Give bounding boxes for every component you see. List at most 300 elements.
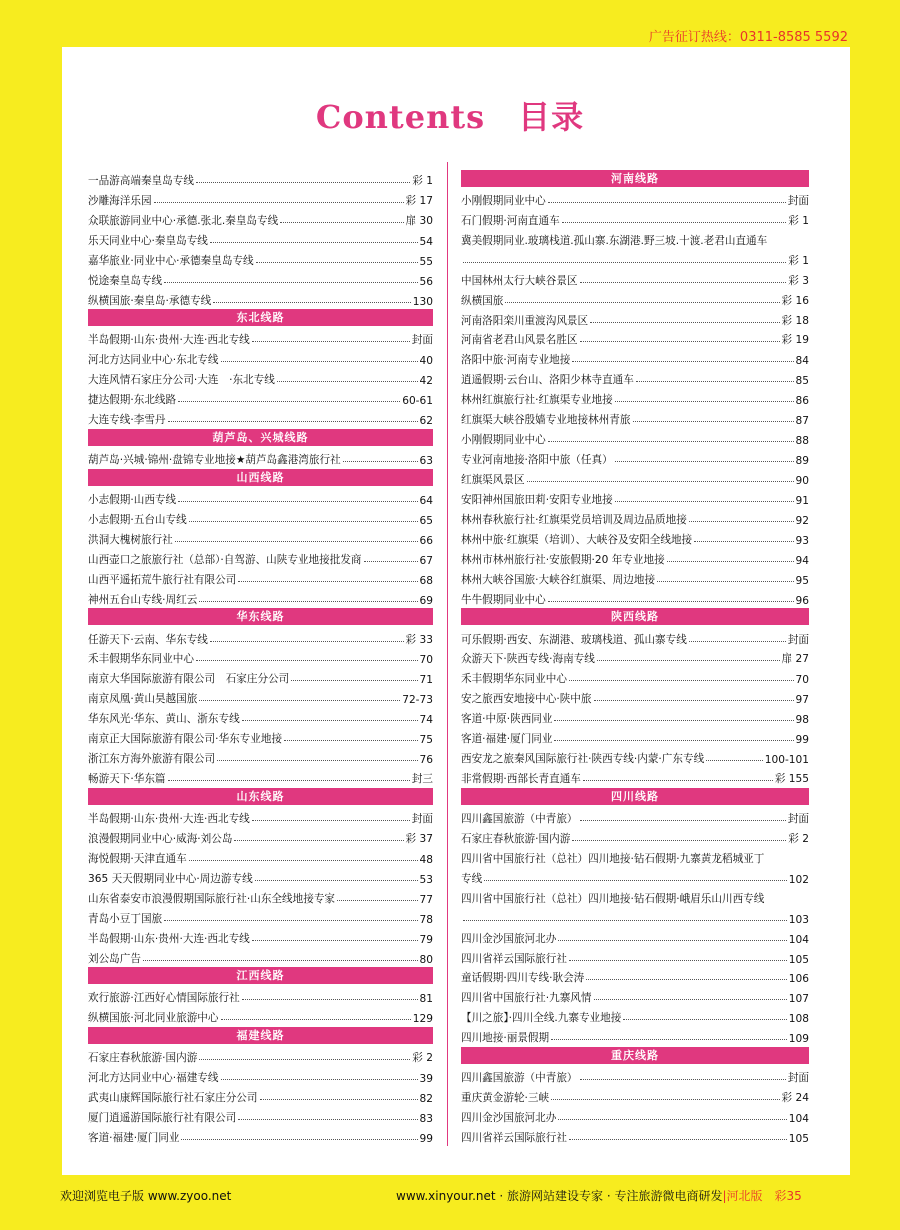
entry-title: 南京正大国际旅游有限公司·华东专业地接 bbox=[88, 733, 283, 746]
entry-page: 74 bbox=[419, 714, 433, 727]
leader-dots bbox=[260, 1099, 418, 1100]
entry-page: 68 bbox=[419, 574, 433, 587]
leader-dots bbox=[615, 461, 794, 462]
leader-dots bbox=[463, 262, 786, 263]
entry-title: 小志假期·山西专线 bbox=[88, 493, 177, 506]
toc-entry[interactable] bbox=[461, 726, 809, 746]
toc-entry[interactable] bbox=[88, 946, 433, 966]
entry-page: 77 bbox=[419, 893, 433, 906]
toc-entry[interactable] bbox=[88, 726, 433, 746]
entry-page: 88 bbox=[795, 435, 809, 448]
leader-dots bbox=[143, 960, 418, 961]
leader-dots bbox=[181, 1139, 417, 1140]
entry-title: 中国林州太行大峡谷景区 bbox=[461, 274, 578, 287]
toc-entry[interactable] bbox=[88, 886, 433, 906]
entry-title: 童话假期·四川专线·耿会涛 bbox=[461, 972, 585, 985]
entry-page: 78 bbox=[419, 913, 433, 926]
entry-page: 82 bbox=[419, 1093, 433, 1106]
leader-dots bbox=[154, 202, 404, 203]
leader-dots bbox=[548, 441, 794, 442]
entry-title: 可乐假期·西安、东湖港、玻璃栈道、孤山寨专线 bbox=[461, 633, 687, 646]
section-heading: 葫芦岛、兴城线路 bbox=[88, 429, 433, 446]
entry-title: 小刚假期同业中心 bbox=[461, 194, 546, 207]
entry-title: 山西壶口之旅旅行社（总部）·自驾游、山陕专业地接批发商 bbox=[88, 553, 362, 566]
entry-title: 西安龙之旅秦风国际旅行社·陕西专线·内蒙·广东专线 bbox=[461, 753, 705, 766]
entry-title: 石门假期·河南直通车 bbox=[461, 214, 560, 227]
entry-page: 105 bbox=[788, 953, 809, 966]
leader-dots bbox=[196, 182, 410, 183]
leader-dots bbox=[221, 1079, 418, 1080]
entry-title: 林州春秋旅行社·红旗渠党员培训及周边品质地接 bbox=[461, 513, 687, 526]
entry-page: 105 bbox=[788, 1132, 809, 1145]
toc-entry[interactable] bbox=[461, 766, 809, 786]
toc-entry[interactable] bbox=[461, 328, 809, 348]
leader-dots bbox=[238, 581, 417, 582]
section-heading: 四川线路 bbox=[461, 788, 809, 805]
toc-entry[interactable] bbox=[461, 427, 809, 447]
toc-entry[interactable] bbox=[461, 846, 809, 886]
entry-page: 108 bbox=[788, 1013, 809, 1026]
entry-title: 南京凤凰·黄山昊越国旅 bbox=[88, 693, 198, 706]
leader-dots bbox=[213, 302, 411, 303]
toc-entry[interactable] bbox=[88, 766, 433, 786]
entry-page: 81 bbox=[419, 993, 433, 1006]
toc-entry[interactable] bbox=[88, 647, 433, 667]
leader-dots bbox=[551, 1099, 779, 1100]
entry-page: 封面 bbox=[787, 1072, 809, 1085]
toc-entry[interactable] bbox=[88, 228, 433, 248]
toc-entry[interactable] bbox=[88, 1125, 433, 1145]
leader-dots bbox=[252, 341, 410, 342]
footer-left[interactable]: 欢迎浏览电子版 www.zyoo.net bbox=[60, 1189, 232, 1203]
entry-page: 83 bbox=[419, 1113, 433, 1125]
toc-entry[interactable] bbox=[461, 1025, 809, 1045]
footer-site[interactable]: www.xinyour.net · 旅游网站建设专家 · 专注旅游微电商研发 bbox=[396, 1189, 723, 1203]
entry-title: 沙雕海洋乐园 bbox=[88, 194, 152, 207]
leader-dots bbox=[548, 202, 786, 203]
leader-dots bbox=[580, 341, 780, 342]
entry-title: 南京大华国际旅游有限公司 石家庄分公司 bbox=[88, 673, 290, 686]
leader-dots bbox=[168, 780, 410, 781]
entry-page: 86 bbox=[795, 395, 809, 408]
leader-dots bbox=[364, 561, 418, 562]
leader-dots bbox=[554, 720, 793, 721]
leader-dots bbox=[343, 461, 418, 462]
entry-page: 扉 30 bbox=[405, 214, 433, 227]
leader-dots bbox=[554, 740, 793, 741]
toc-entry[interactable] bbox=[461, 527, 809, 547]
entry-page: 92 bbox=[795, 514, 809, 527]
toc-entry[interactable] bbox=[88, 846, 433, 866]
toc-left-column bbox=[88, 168, 433, 1145]
toc-entry[interactable] bbox=[88, 347, 433, 367]
entry-page: 95 bbox=[795, 574, 809, 587]
leader-dots bbox=[572, 840, 786, 841]
entry-title: 客道·福建·厦门同业 bbox=[461, 733, 553, 746]
section-heading: 河南线路 bbox=[461, 170, 809, 187]
toc-entry[interactable] bbox=[461, 268, 809, 288]
toc-entry[interactable] bbox=[461, 886, 809, 926]
entry-page: 97 bbox=[795, 694, 809, 707]
leader-dots bbox=[667, 561, 794, 562]
leader-dots bbox=[217, 760, 417, 761]
entry-title: 安之旅西安地接中心·陕中旅 bbox=[461, 693, 592, 706]
footer-edition: |河北版 bbox=[722, 1189, 763, 1203]
entry-page: 封面 bbox=[411, 812, 433, 825]
entry-page: 55 bbox=[419, 255, 433, 268]
toc-entry[interactable] bbox=[461, 567, 809, 587]
toc-entry[interactable] bbox=[88, 627, 433, 647]
entry-title: 神州五台山专线·周红云 bbox=[88, 593, 198, 606]
entry-title: 山西平遥拓荒牛旅行社有限公司 bbox=[88, 573, 237, 586]
toc-entry[interactable] bbox=[88, 268, 433, 288]
toc-entry[interactable] bbox=[88, 188, 433, 208]
toc-entry[interactable] bbox=[88, 826, 433, 846]
entry-title: 红旗渠风景区 bbox=[461, 474, 525, 487]
entry-title: 捷达假期·东北线路 bbox=[88, 394, 177, 407]
toc-entry[interactable] bbox=[88, 487, 433, 507]
entry-page: 彩 1 bbox=[788, 214, 809, 227]
toc-entry[interactable] bbox=[461, 587, 809, 607]
toc-entry[interactable] bbox=[461, 547, 809, 567]
toc-entry[interactable] bbox=[461, 1085, 809, 1105]
toc-entry[interactable] bbox=[461, 806, 809, 826]
entry-page: 60-61 bbox=[402, 395, 433, 408]
leader-dots bbox=[594, 700, 794, 701]
entry-page: 扉 27 bbox=[781, 653, 809, 666]
entry-page: 100-101 bbox=[764, 754, 809, 767]
leader-dots bbox=[505, 302, 779, 303]
leader-dots bbox=[189, 860, 418, 861]
leader-dots bbox=[594, 999, 787, 1000]
section-heading: 重庆线路 bbox=[461, 1047, 809, 1064]
toc-entry[interactable] bbox=[461, 627, 809, 647]
entry-page: 彩 3 bbox=[788, 274, 809, 287]
entry-title: 纵横国旅·秦皇岛·承德专线 bbox=[88, 294, 212, 307]
entry-title: 非常假期·西部长青直通车 bbox=[461, 773, 581, 786]
entry-title: 四川省祥云国际旅行社 bbox=[461, 952, 567, 965]
section-heading: 华东线路 bbox=[88, 608, 433, 625]
toc-entry[interactable] bbox=[88, 1105, 433, 1125]
toc-entry[interactable] bbox=[88, 806, 433, 826]
toc-entry[interactable] bbox=[461, 208, 809, 228]
toc-entry[interactable] bbox=[461, 826, 809, 846]
entry-page: 66 bbox=[419, 534, 433, 547]
entry-title: 365 天天假期同业中心·周边游专线 bbox=[88, 872, 253, 885]
entry-page: 104 bbox=[788, 1113, 809, 1126]
leader-dots bbox=[463, 920, 787, 921]
toc-entry[interactable] bbox=[461, 507, 809, 527]
leader-dots bbox=[175, 541, 418, 542]
toc-entry[interactable] bbox=[461, 1105, 809, 1125]
section-heading: 山西线路 bbox=[88, 469, 433, 486]
entry-page: 42 bbox=[419, 375, 433, 388]
entry-page: 91 bbox=[795, 494, 809, 507]
section-heading: 江西线路 bbox=[88, 967, 433, 984]
toc-entry[interactable] bbox=[88, 447, 433, 467]
leader-dots bbox=[196, 660, 418, 661]
toc-entry[interactable] bbox=[88, 1005, 433, 1025]
toc-entry[interactable] bbox=[88, 367, 433, 387]
leader-dots bbox=[221, 361, 418, 362]
entry-page: 封三 bbox=[411, 773, 433, 786]
entry-title: 半岛假期·山东·贵州·大连·西北专线 bbox=[88, 812, 250, 825]
toc-entry[interactable] bbox=[461, 367, 809, 387]
entry-page: 89 bbox=[795, 455, 809, 468]
entry-title: 畅游天下·华东篇 bbox=[88, 773, 166, 786]
entry-title: 大连风情石家庄分公司·大连 ·东北专线 bbox=[88, 374, 275, 387]
leader-dots bbox=[569, 680, 794, 681]
section-heading: 福建线路 bbox=[88, 1027, 433, 1044]
entry-title: 山东省泰安市浪漫假期国际旅行社·山东全线地接专家 bbox=[88, 892, 336, 905]
leader-dots bbox=[256, 262, 418, 263]
leader-dots bbox=[572, 361, 793, 362]
toc-entry[interactable] bbox=[88, 248, 433, 268]
entry-title: 客道·中原·陕西同业 bbox=[461, 713, 553, 726]
toc-right-column bbox=[461, 168, 809, 1145]
entry-title: 浙江东方海外旅游有限公司 bbox=[88, 753, 216, 766]
section-heading: 东北线路 bbox=[88, 309, 433, 326]
toc-entry[interactable] bbox=[461, 966, 809, 986]
entry-page: 71 bbox=[419, 674, 433, 687]
leader-dots bbox=[586, 979, 787, 980]
entry-title: 【川之旅】·四川全线.九寨专业地接 bbox=[461, 1012, 622, 1025]
leader-dots bbox=[657, 581, 793, 582]
toc-entry[interactable] bbox=[461, 188, 809, 208]
entry-page: 彩 1 bbox=[412, 174, 433, 187]
entry-page: 102 bbox=[788, 873, 809, 886]
toc-entry[interactable] bbox=[461, 746, 809, 766]
entry-title: 四川地接·丽景假期 bbox=[461, 1032, 550, 1045]
leader-dots bbox=[199, 601, 417, 602]
leader-dots bbox=[199, 700, 400, 701]
leader-dots bbox=[242, 720, 418, 721]
entry-page: 99 bbox=[419, 1132, 433, 1145]
entry-title: 葫芦岛·兴城·锦州·盘锦专业地接★葫芦岛鑫港湾旅行社 bbox=[88, 454, 341, 467]
leader-dots bbox=[178, 501, 417, 502]
toc-entry[interactable] bbox=[88, 288, 433, 308]
toc-entry[interactable] bbox=[461, 686, 809, 706]
leader-dots bbox=[234, 840, 403, 841]
toc-entry[interactable] bbox=[461, 228, 809, 268]
entry-title: 纵横国旅·河北同业旅游中心 bbox=[88, 1012, 219, 1025]
entry-page: 109 bbox=[788, 1033, 809, 1046]
entry-page: 93 bbox=[795, 534, 809, 547]
entry-page: 彩 17 bbox=[405, 194, 433, 207]
entry-page: 彩 33 bbox=[405, 633, 433, 646]
entry-page: 70 bbox=[795, 674, 809, 687]
entry-page: 70 bbox=[419, 654, 433, 667]
entry-title: 林州大峡谷国旅·大峡谷红旗渠、周边地接 bbox=[461, 573, 656, 586]
entry-title: 四川省中国旅行社·九寨风情 bbox=[461, 992, 592, 1005]
toc-entry[interactable] bbox=[88, 547, 433, 567]
entry-title: 华东风光·华东、黄山、浙东专线 bbox=[88, 713, 240, 726]
leader-dots bbox=[168, 421, 418, 422]
leader-dots bbox=[337, 900, 417, 901]
toc-entry[interactable] bbox=[88, 507, 433, 527]
leader-dots bbox=[210, 641, 404, 642]
toc-entry[interactable] bbox=[461, 926, 809, 946]
toc-entry[interactable] bbox=[88, 1085, 433, 1105]
leader-dots bbox=[583, 780, 773, 781]
entry-title: 任游天下·云南、华东专线 bbox=[88, 633, 208, 646]
entry-title: 洪洞大槐树旅行社 bbox=[88, 533, 173, 546]
toc-entry[interactable] bbox=[88, 168, 433, 188]
toc-entry[interactable] bbox=[461, 706, 809, 726]
leader-dots bbox=[189, 521, 418, 522]
entry-page: 40 bbox=[419, 355, 433, 368]
leader-dots bbox=[580, 820, 786, 821]
toc-entry[interactable] bbox=[88, 387, 433, 407]
column-divider bbox=[447, 162, 448, 1146]
entry-title: 客道·福建·厦门同业 bbox=[88, 1131, 180, 1144]
entry-title: 大连专线·李雪丹 bbox=[88, 414, 166, 427]
leader-dots bbox=[615, 501, 794, 502]
entry-title: 石家庄春秋旅游·国内游 bbox=[461, 832, 571, 845]
entry-page: 53 bbox=[419, 873, 433, 886]
toc-entry[interactable] bbox=[461, 308, 809, 328]
leader-dots bbox=[558, 1119, 786, 1120]
toc-entry[interactable] bbox=[88, 527, 433, 547]
section-heading: 山东线路 bbox=[88, 788, 433, 805]
toc-entry[interactable] bbox=[88, 926, 433, 946]
entry-title: 四川省祥云国际旅行社 bbox=[461, 1131, 567, 1144]
toc-entry[interactable] bbox=[461, 1125, 809, 1145]
entry-page: 彩 155 bbox=[774, 773, 809, 786]
leader-dots bbox=[164, 282, 417, 283]
leader-dots bbox=[548, 601, 794, 602]
leader-dots bbox=[291, 680, 417, 681]
leader-dots bbox=[623, 1019, 786, 1020]
toc-entry[interactable] bbox=[461, 447, 809, 467]
toc-entry[interactable] bbox=[461, 647, 809, 667]
entry-title: 河北方达同业中心·福建专线 bbox=[88, 1072, 219, 1085]
toc-entry[interactable] bbox=[88, 587, 433, 607]
entry-title: 逍遥假期·云台山、洛阳少林寺直通车 bbox=[461, 374, 634, 387]
leader-dots bbox=[242, 999, 418, 1000]
leader-dots bbox=[633, 421, 794, 422]
entry-title: 林州中旅·红旗渠（培训）、大峡谷及安阳全线地接 bbox=[461, 533, 693, 546]
toc-entry[interactable] bbox=[88, 1045, 433, 1065]
toc-entry[interactable] bbox=[461, 487, 809, 507]
toc-entry[interactable] bbox=[88, 686, 433, 706]
entry-title: 林州市林州旅行社·安旅假期·20 年专业地接 bbox=[461, 553, 665, 566]
entry-page: 39 bbox=[419, 1073, 433, 1086]
toc-entry[interactable] bbox=[461, 1005, 809, 1025]
entry-page: 76 bbox=[419, 754, 433, 767]
toc-entry[interactable] bbox=[88, 985, 433, 1005]
entry-title: 欢行旅游·江西好心情国际旅行社 bbox=[88, 992, 240, 1005]
leader-dots bbox=[580, 282, 787, 283]
entry-title: 河南省老君山风景名胜区 bbox=[461, 334, 578, 347]
toc-entry[interactable] bbox=[88, 866, 433, 886]
leader-dots bbox=[558, 940, 786, 941]
entry-page: 彩 2 bbox=[788, 832, 809, 845]
footer-right bbox=[396, 1187, 802, 1204]
entry-title: 牛牛假期同业中心 bbox=[461, 593, 546, 606]
entry-page: 彩 2 bbox=[412, 1052, 433, 1065]
entry-page: 94 bbox=[795, 554, 809, 567]
entry-page: 彩 24 bbox=[781, 1092, 809, 1105]
entry-title: 四川省中国旅行社（总社）四川地接·钻石假期·九寨黄龙稻城亚丁 bbox=[461, 852, 765, 865]
leader-dots bbox=[590, 322, 779, 323]
toc-entry[interactable] bbox=[88, 906, 433, 926]
entry-title: 四川鑫国旅游（中青旅） bbox=[461, 1072, 578, 1085]
entry-title: 河北方达同业中心·东北专线 bbox=[88, 354, 219, 367]
toc-entry[interactable] bbox=[461, 467, 809, 487]
leader-dots bbox=[210, 242, 418, 243]
entry-page: 129 bbox=[412, 1013, 433, 1026]
leader-dots bbox=[255, 880, 418, 881]
toc-entry[interactable] bbox=[88, 746, 433, 766]
leader-dots bbox=[706, 760, 763, 761]
entry-title: 安阳神州国旅田莉·安阳专业地接 bbox=[461, 493, 613, 506]
toc-entry[interactable] bbox=[461, 946, 809, 966]
entry-title: 重庆黄金游轮·三峡 bbox=[461, 1092, 550, 1105]
leader-dots bbox=[252, 820, 410, 821]
leader-dots bbox=[689, 521, 794, 522]
toc-entry[interactable] bbox=[461, 1065, 809, 1085]
entry-title: 河南洛阳栾川重渡沟风景区 bbox=[461, 314, 589, 327]
entry-page: 84 bbox=[795, 355, 809, 368]
entry-title: 刘公岛广告 bbox=[88, 952, 141, 965]
entry-page: 54 bbox=[419, 235, 433, 248]
entry-page: 62 bbox=[419, 415, 433, 428]
toc-entry[interactable] bbox=[461, 666, 809, 686]
entry-title: 小刚假期同业中心 bbox=[461, 434, 546, 447]
entry-page: 96 bbox=[795, 594, 809, 607]
toc-entry[interactable] bbox=[88, 666, 433, 686]
entry-page: 63 bbox=[419, 455, 433, 468]
entry-page: 48 bbox=[419, 853, 433, 866]
toc-entry[interactable] bbox=[88, 407, 433, 427]
entry-page: 75 bbox=[419, 734, 433, 747]
entry-title: 乐天同业中心·秦皇岛专线 bbox=[88, 234, 208, 247]
entry-page: 99 bbox=[795, 734, 809, 747]
leader-dots bbox=[636, 381, 794, 382]
toc-entry[interactable] bbox=[88, 328, 433, 348]
toc-entry[interactable] bbox=[461, 387, 809, 407]
leader-dots bbox=[569, 960, 787, 961]
entry-title: 浪漫假期同业中心·威海·刘公岛 bbox=[88, 832, 233, 845]
toc-entry[interactable] bbox=[88, 567, 433, 587]
toc-entry[interactable] bbox=[461, 985, 809, 1005]
entry-title: 冀美假期同业.玻璃栈道.孤山寨.东湖港.野三坡.十渡.老君山直通车 bbox=[461, 234, 768, 247]
entry-page: 85 bbox=[795, 375, 809, 388]
entry-title: 半岛假期·山东·贵州·大连·西北专线 bbox=[88, 334, 250, 347]
toc-entry[interactable] bbox=[461, 288, 809, 308]
toc-entry[interactable] bbox=[88, 208, 433, 228]
entry-title: 小志假期·五台山专线 bbox=[88, 513, 187, 526]
footer-page-number: 彩35 bbox=[774, 1189, 802, 1203]
entry-page: 彩 18 bbox=[781, 314, 809, 327]
leader-dots bbox=[277, 381, 418, 382]
toc-entry[interactable] bbox=[88, 1065, 433, 1085]
page-title: Contents 目录 bbox=[315, 98, 585, 136]
toc-entry[interactable] bbox=[461, 347, 809, 367]
leader-dots bbox=[694, 541, 793, 542]
toc-entry[interactable] bbox=[461, 407, 809, 427]
entry-page: 彩 37 bbox=[405, 832, 433, 845]
entry-page: 56 bbox=[419, 275, 433, 288]
leader-dots bbox=[252, 940, 418, 941]
leader-dots bbox=[597, 660, 780, 661]
leader-dots bbox=[615, 401, 794, 402]
entry-page: 69 bbox=[419, 594, 433, 607]
entry-title: 半岛假期·山东·贵州·大连·西北专线 bbox=[88, 932, 250, 945]
toc-entry[interactable] bbox=[88, 706, 433, 726]
ad-hotline: 广告征订热线：0311-8585 5592 bbox=[648, 30, 848, 45]
